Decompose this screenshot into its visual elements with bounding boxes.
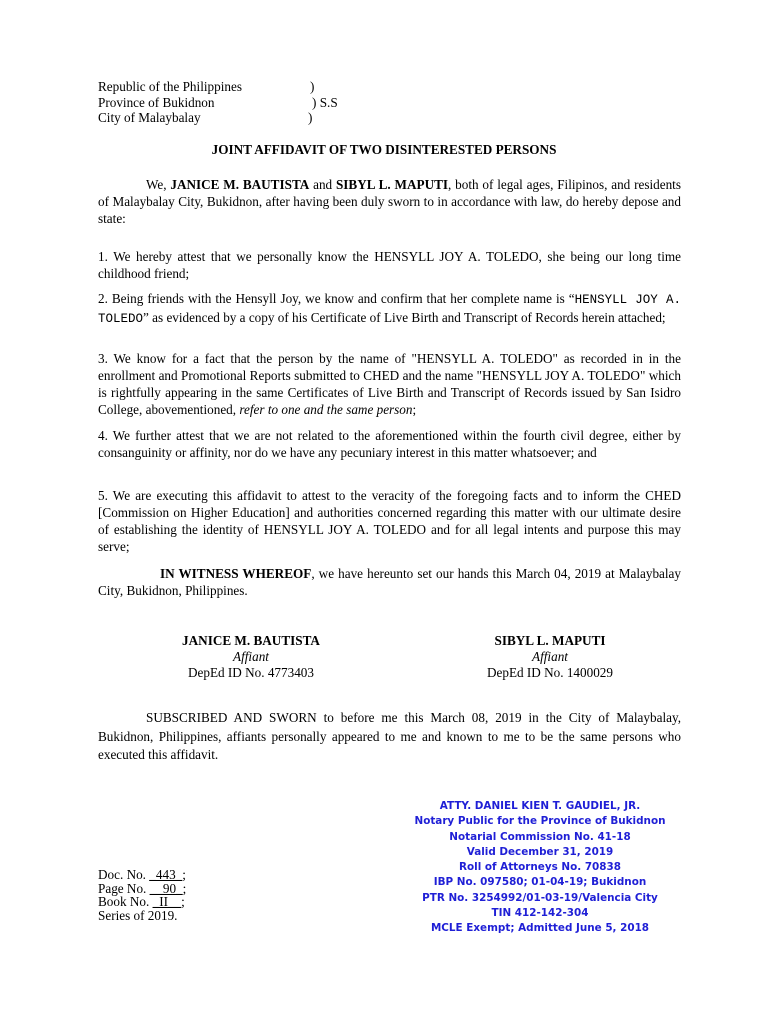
paragraph-3-b: ; xyxy=(412,402,417,417)
jurat-paragraph: SUBSCRIBED AND SWORN to before me this March 08, 2019 in the City of Malaybalay, Bukidnon, Philippines, affiants personally appeared to me and known to me to be the same persons who executed this affidavit. xyxy=(98,710,681,762)
affiant-1-role: Affiant xyxy=(233,649,269,664)
paragraph-2-name: HENSYLL JOY A. TOLEDO xyxy=(98,293,681,326)
affiant-1-id: DepEd ID No. 4773403 xyxy=(188,665,314,680)
paragraph-3-a: 3. We know for a fact that the person by the name of "HENSYLL A. TOLEDO" as recorded in in the enrollment and Promotional Reports submitted to CHED and the name "HENSYLL JOY A. TOLEDO" which is rightfully appearing in the same Certificates of Live Birth and Transcript of Records issued by San Isidro College, abovementioned, xyxy=(98,351,681,417)
page-number-label: Page No. xyxy=(98,880,150,896)
notary-commission-province: Notary Public for the Province of Bukidnon xyxy=(414,815,666,828)
docket-block xyxy=(98,868,238,922)
witness-heading: IN WITNESS WHEREOF xyxy=(160,566,312,581)
document-title: JOINT AFFIDAVIT OF TWO DISINTERESTED PERSONS xyxy=(211,142,557,157)
intro-paragraph xyxy=(98,176,681,227)
book-number-value: _II__ xyxy=(152,894,182,909)
witness-clause xyxy=(98,565,681,599)
venue-city-row xyxy=(98,109,358,125)
witness-text: , we have hereunto set our hands this March 04, 2019 at Malaybalay City, Bukidnon, Philippines. xyxy=(98,566,682,598)
paragraph-3 xyxy=(98,350,681,418)
notary-validity: Valid December 31, 2019 xyxy=(466,845,614,858)
paragraph-5: 5. We are executing this affidavit to attest to the veracity of the foregoing facts and to inform the CHED [Commission on Higher Education] and authorities concerned regarding this matter with our ultimate desire of establishing the identity of HENSYLL JOY A. TOLEDO and for all legal intents and purpose this may serve; xyxy=(98,488,681,554)
paragraph-4: 4. We further attest that we are not related to the aforementioned within the fourth civil degree, either by consanguinity or affinity, nor do we have any pecuniary interest in this matter whatsoever; and xyxy=(98,428,681,460)
paragraph-2-b: ” as evidenced by a copy of his Certificate of Live Birth and Transcript of Records herein attached; xyxy=(143,310,666,325)
affiant-2-role: Affiant xyxy=(532,649,568,664)
affiant-2-id: DepEd ID No. 1400029 xyxy=(487,665,613,680)
intro-rest: , both of legal ages, Filipinos, and residents of Malaybalay City, Bukidnon, after having been duly sworn to in accordance with law, do hereby depose and state: xyxy=(98,177,681,226)
doc-number-value: _443_ xyxy=(149,867,183,882)
notary-name: ATTY. DANIEL KIEN T. GAUDIEL, JR. xyxy=(439,800,641,812)
venue-paren-3: ) xyxy=(308,110,313,125)
page-number xyxy=(98,882,238,896)
affiant-block-1 xyxy=(151,633,351,681)
paragraph-3-italic: refer to one and the same person xyxy=(239,402,413,417)
venue-block xyxy=(98,78,358,125)
venue-republic-row xyxy=(98,78,358,94)
paragraph-2-a: 2. Being friends with the Hensyll Joy, we know and confirm that her complete name is “ xyxy=(98,291,575,306)
affiant-1-name: JANICE M. BAUTISTA xyxy=(182,633,320,648)
book-number xyxy=(98,895,238,909)
venue-paren-1: ) xyxy=(310,79,315,94)
paragraph-1: 1. We hereby attest that we personally know the HENSYLL JOY A. TOLEDO, she being our long time childhood friend; xyxy=(98,249,681,281)
intro-affiant-2: SIBYL L. MAPUTI xyxy=(335,177,449,192)
venue-province: Province of Bukidnon xyxy=(98,94,215,110)
affiant-2-name: SIBYL L. MAPUTI xyxy=(494,633,606,648)
venue-republic: Republic of the Philippines xyxy=(98,79,242,94)
venue-province-row xyxy=(98,94,358,110)
notary-tin: TIN 412-142-304 xyxy=(491,907,589,920)
book-number-end: ; xyxy=(181,894,185,909)
page-number-value: __90_ xyxy=(149,880,183,896)
page-number-end: ; xyxy=(182,880,187,896)
venue-city: City of Malaybalay xyxy=(98,110,201,125)
notary-roll: Roll of Attorneys No. 70838 xyxy=(459,861,621,874)
intro-affiant-1: JANICE M. BAUTISTA xyxy=(170,177,310,192)
notary-mcle: MCLE Exempt; Admitted June 5, 2018 xyxy=(430,922,650,935)
notary-ibp: IBP No. 097580; 01-04-19; Bukidnon xyxy=(433,876,647,889)
notary-commission-number: Notarial Commission No. 41-18 xyxy=(449,830,631,843)
series-year: Series of 2019. xyxy=(98,907,178,923)
book-number-label: Book No. xyxy=(98,894,153,909)
intro-we: We, xyxy=(146,177,171,192)
paragraph-2 xyxy=(98,290,681,328)
doc-number xyxy=(98,868,238,882)
doc-number-end: ; xyxy=(182,867,186,882)
intro-and: and xyxy=(309,177,336,192)
affiant-block-2 xyxy=(450,633,650,681)
venue-ss: ) S.S xyxy=(312,94,338,110)
notary-block xyxy=(390,799,690,937)
doc-number-label: Doc. No. xyxy=(98,867,150,882)
notary-ptr: PTR No. 3254992/01-03-19/Valencia City xyxy=(422,891,658,904)
